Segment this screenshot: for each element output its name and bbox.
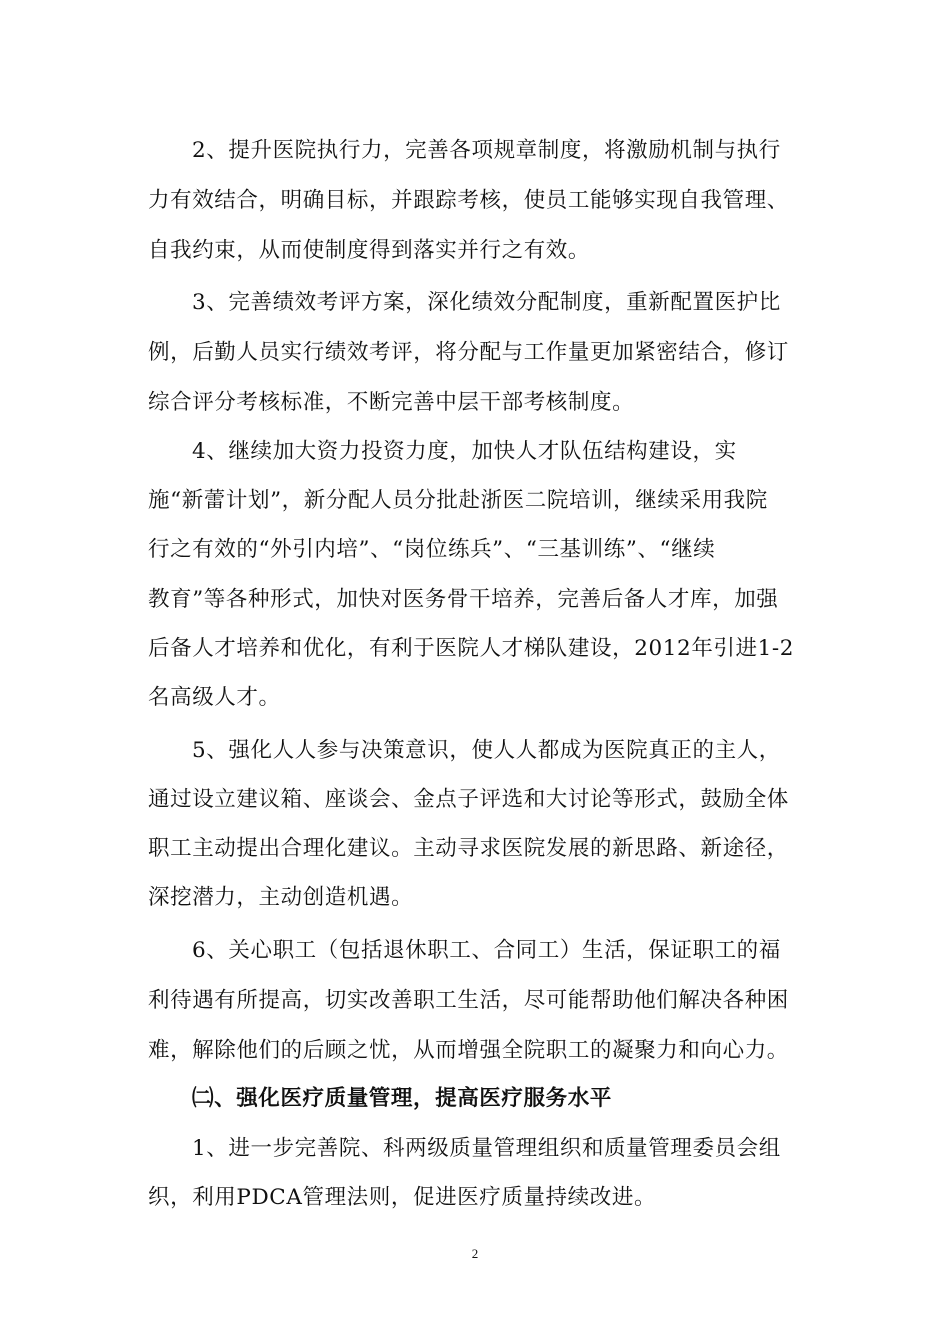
section-heading: ㈡、强化医疗质量管理，提高医疗服务水平: [192, 1086, 612, 1111]
item-5-line-2: 通过设立建议箱、座谈会、金点子评选和大讨论等形式，鼓励全体: [148, 787, 789, 812]
item-1-line-1: 1、进一步完善院、科两级质量管理组织和质量管理委员会组: [192, 1136, 781, 1161]
item-6-line-3: 难，解除他们的后顾之忧，从而增强全院职工的凝聚力和向心力。: [148, 1038, 789, 1063]
item-2-line-1: 2、提升医院执行力，完善各项规章制度，将激励机制与执行: [192, 138, 781, 163]
item-3-line-1: 3、完善绩效考评方案，深化绩效分配制度，重新配置医护比: [192, 290, 781, 315]
item-2-line-2: 力有效结合，明确目标，并跟踪考核，使员工能够实现自我管理、: [148, 188, 789, 213]
item-6-line-1: 6、关心职工（包括退休职工、合同工）生活，保证职工的福: [192, 938, 781, 963]
item-5-line-3: 职工主动提出合理化建议。主动寻求医院发展的新思路、新途径，: [148, 836, 789, 861]
item-4-line-5: 后备人才培养和优化，有利于医院人才梯队建设，2012年引进1-2: [148, 636, 795, 661]
item-6-line-2: 利待遇有所提高，切实改善职工生活，尽可能帮助他们解决各种困: [148, 988, 789, 1013]
item-3-line-3: 综合评分考核标准，不断完善中层干部考核制度。: [148, 390, 635, 415]
item-4-line-3: 行之有效的“外引内培”、“岗位练兵”、“三基训练”、“继续: [148, 537, 716, 562]
item-4-line-6: 名高级人才。: [148, 685, 281, 710]
item-5-line-1: 5、强化人人参与决策意识，使人人都成为医院真正的主人，: [192, 738, 781, 763]
page-number: 2: [471, 1246, 479, 1261]
item-1-line-2: 织，利用PDCA管理法则，促进医疗质量持续改进。: [148, 1185, 657, 1210]
item-4-line-2: 施“新蕾计划”，新分配人员分批赴浙医二院培训，继续采用我院: [148, 488, 768, 513]
item-4-line-4: 教育”等各种形式，加快对医务骨干培养，完善后备人才库，加强: [148, 587, 779, 612]
item-2-line-3: 自我约束，从而使制度得到落实并行之有效。: [148, 238, 591, 263]
item-5-line-4: 深挖潜力，主动创造机遇。: [148, 885, 414, 910]
item-4-line-1: 4、继续加大资力投资力度，加快人才队伍结构建设，实: [192, 439, 737, 464]
item-3-line-2: 例，后勤人员实行绩效考评，将分配与工作量更加紧密结合，修订: [148, 340, 789, 365]
